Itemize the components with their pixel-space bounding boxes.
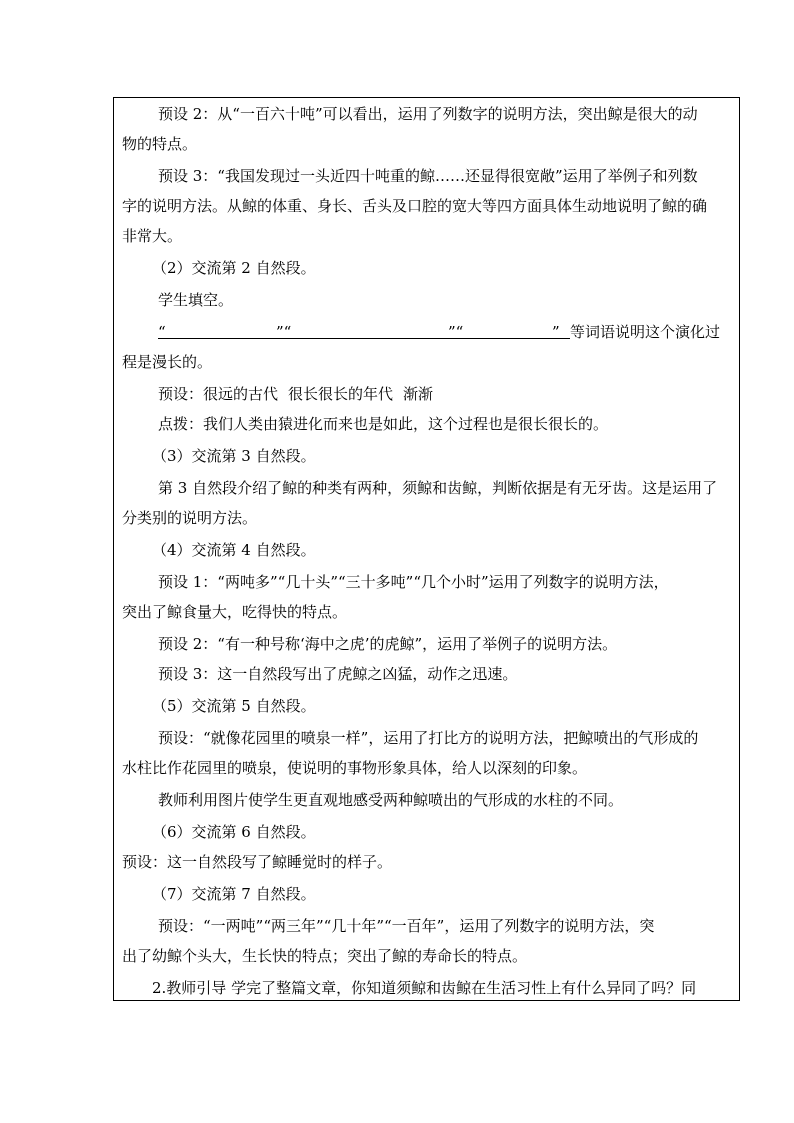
paragraph-line: 水柱比作花园里的喷泉，使说明的事物形象具体，给人以深刻的印象。 xyxy=(122,759,588,777)
blank-2[interactable]: ”“ xyxy=(276,322,448,339)
blank-4[interactable]: ” xyxy=(552,322,570,339)
blank-1[interactable]: “ xyxy=(158,322,276,339)
section-heading: （4）交流第 4 自然段。 xyxy=(152,541,316,559)
section-heading: （3）交流第 3 自然段。 xyxy=(152,447,316,465)
paragraph-line: 预设 2：从“一百六十吨”可以看出，运用了列数字的说明方法，突出鲸是很大的动 xyxy=(158,105,698,123)
paragraph-line: 第 3 自然段介绍了鲸的种类有两种，须鲸和齿鲸，判断依据是有无牙齿。这是运用了 xyxy=(158,479,718,497)
section-heading: （7）交流第 7 自然段。 xyxy=(152,885,316,903)
paragraph-line: 突出了鲸食量大，吃得快的特点。 xyxy=(122,603,348,621)
paragraph-line: 分类别的说明方法。 xyxy=(122,509,258,527)
blank-3[interactable]: ”“ xyxy=(448,322,552,339)
paragraph-line: 教师利用图片使学生更直观地感受两种鲸喷出的气形成的水柱的不同。 xyxy=(158,791,624,809)
section-heading: （6）交流第 6 自然段。 xyxy=(152,823,316,841)
paragraph-line: 出了幼鲸个头大，生长快的特点；突出了鲸的寿命长的特点。 xyxy=(122,947,528,965)
paragraph-line: 预设：“一两吨”“两三年”“几十年”“一百年”，运用了列数字的说明方法，突 xyxy=(158,917,655,935)
paragraph-line: 2.教师引导 学完了整篇文章，你知道须鲸和齿鲸在生活习性上有什么异同了吗？同 xyxy=(152,979,697,997)
preset-line: 预设：很远的古代 很长很长的年代 渐渐 xyxy=(158,385,434,403)
paragraph-line: 预设：“就像花园里的喷泉一样”，运用了打比方的说明方法，把鲸喷出的气形成的 xyxy=(158,729,699,747)
section-heading: （5）交流第 5 自然段。 xyxy=(152,697,316,715)
paragraph-line: 物的特点。 xyxy=(122,135,198,153)
paragraph-line: 预设 3：这一自然段写出了虎鲸之凶猛，动作之迅速。 xyxy=(158,665,518,683)
paragraph-line: 非常大。 xyxy=(122,227,183,245)
paragraph-line: 程是漫长的。 xyxy=(122,353,213,371)
paragraph-line: 预设：这一自然段写了鲸睡觉时的样子。 xyxy=(122,853,393,871)
fill-tail-text: 等词语说明这个演化过 xyxy=(570,323,721,341)
fill-in-blank-row xyxy=(158,322,720,342)
section-heading: （2）交流第 2 自然段。 xyxy=(152,259,316,277)
lesson-plan-table-cell xyxy=(113,97,740,1001)
paragraph-line: 预设 1：“两吨多”“几十头”“三十多吨”“几个小时”运用了列数字的说明方法， xyxy=(158,573,669,591)
paragraph-line: 学生填空。 xyxy=(158,291,234,309)
paragraph-line: 预设 2：“有一种号称‘海中之虎’的虎鲸”，运用了举例子的说明方法。 xyxy=(158,635,618,653)
paragraph-line: 字的说明方法。从鲸的体重、身长、舌头及口腔的宽大等四方面具体生动地说明了鲸的确 xyxy=(122,197,708,215)
hint-line: 点拨：我们人类由猿进化而来也是如此，这个过程也是很长很长的。 xyxy=(158,415,609,433)
paragraph-line: 预设 3：“我国发现过一头近四十吨重的鲸……还显得很宽敞”运用了举例子和列数 xyxy=(158,167,698,185)
